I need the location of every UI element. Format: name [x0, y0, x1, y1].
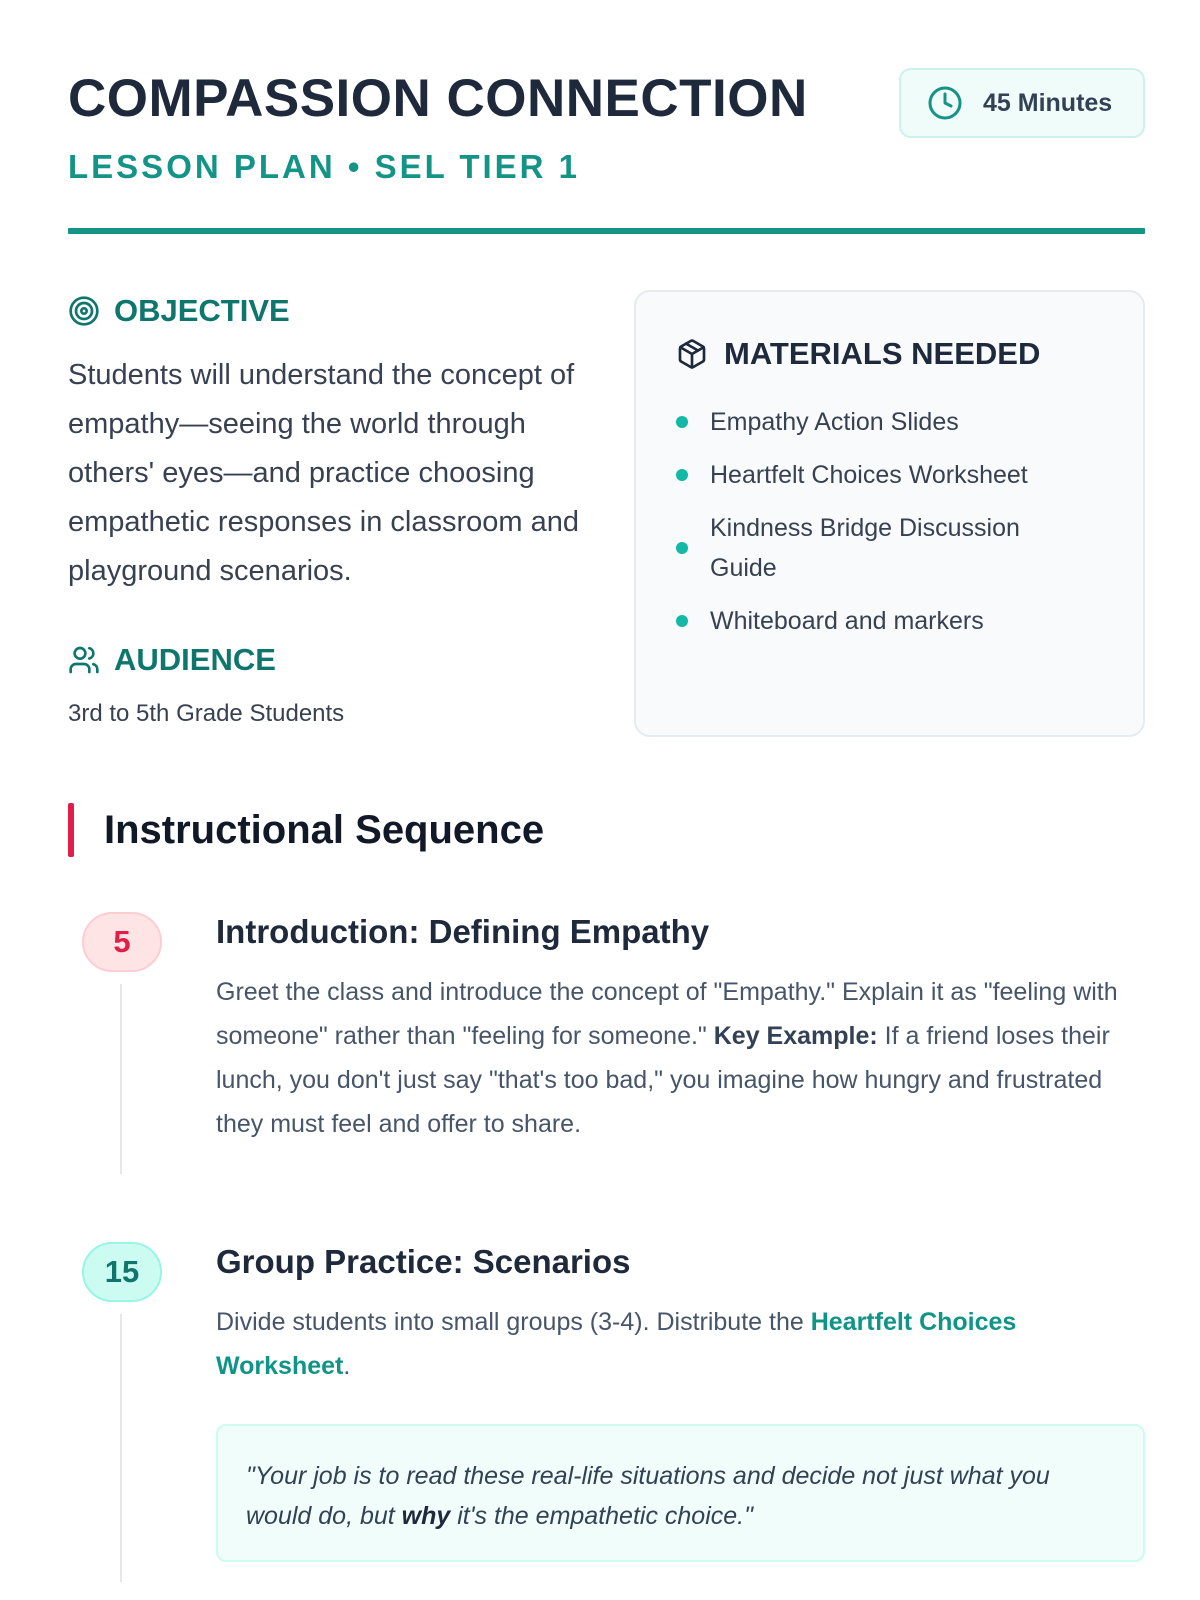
step-description [216, 1300, 1145, 1388]
sequence-step-introduction [68, 912, 1145, 1174]
bullet-dot-icon [676, 469, 688, 481]
objective-heading-label: OBJECTIVE [114, 293, 290, 328]
quote-text-part: "Your job is to read these real-life situations and decide not just what you would do, but [246, 1462, 1050, 1530]
users-icon [68, 644, 100, 676]
step-text-part: Divide students into small groups (3-4). Distribute the [216, 1308, 811, 1336]
materials-item-label: Empathy Action Slides [710, 408, 959, 436]
sequence-heading [68, 803, 544, 857]
step-body [216, 1242, 1145, 1562]
objective-heading [68, 293, 588, 329]
step-body [216, 912, 1145, 1146]
step-text-part: . [343, 1352, 351, 1380]
quote-text-part: it's the empathetic choice." [450, 1502, 753, 1530]
sequence-accent-bar [68, 803, 74, 857]
bullet-dot-icon [676, 542, 688, 554]
timeline-line [120, 984, 122, 1174]
worksheet-highlight: Heartfelt Choices Worksheet [216, 1308, 1017, 1380]
timeline-line [120, 1314, 122, 1582]
step-title: Introduction: Defining Empathy [216, 913, 710, 950]
sequence-step-group-practice [68, 1242, 1145, 1582]
step-text-part: If a friend loses their lunch, you don't just say "that's too bad," you imagine how hungry and frustrated they must feel and offer to share. [216, 1022, 1110, 1138]
bullet-dot-icon [676, 416, 688, 428]
materials-heading-label: MATERIALS NEEDED [724, 336, 1041, 371]
lesson-subtitle: LESSON PLAN • SEL TIER 1 [68, 148, 581, 185]
step-title: Group Practice: Scenarios [216, 1243, 631, 1280]
step-minutes-badge: 15 [82, 1242, 162, 1302]
objective-text: Students will understand the concept of empathy—seeing the world through others' eyes—and practice choosing empathetic responses in classroom and playground scenarios. [68, 359, 579, 587]
header-divider [68, 228, 1145, 234]
audience-heading [68, 642, 588, 678]
materials-item-label: Kindness Bridge Discussion Guide [710, 514, 1020, 582]
sequence-title: Instructional Sequence [104, 807, 545, 852]
box-icon [676, 338, 708, 370]
step-description [216, 970, 1145, 1146]
materials-item [676, 455, 1103, 495]
quote-emphasis: why [401, 1502, 451, 1530]
materials-item [676, 402, 1103, 442]
materials-item [676, 508, 1103, 588]
step-text-part: Greet the class and introduce the concept of "Empathy." Explain it as "feeling with someone" rather than "feeling for someone." [216, 978, 1118, 1050]
lesson-title: COMPASSION CONNECTION [68, 69, 808, 128]
materials-item-label: Heartfelt Choices Worksheet [710, 461, 1028, 489]
materials-card [634, 290, 1145, 737]
duration-badge [899, 68, 1145, 138]
audience-text: 3rd to 5th Grade Students [68, 700, 345, 727]
lesson-header [68, 60, 1145, 238]
target-icon [68, 295, 100, 327]
step-minutes-badge: 5 [82, 912, 162, 972]
materials-item-label: Whiteboard and markers [710, 607, 984, 635]
lesson-overview [68, 293, 588, 728]
materials-list [676, 402, 1103, 641]
duration-label: 45 Minutes [983, 88, 1113, 117]
clock-icon [927, 85, 963, 121]
audience-heading-label: AUDIENCE [114, 642, 276, 677]
instruction-quote [216, 1424, 1145, 1562]
key-example-label: Key Example: [713, 1022, 878, 1050]
bullet-dot-icon [676, 615, 688, 627]
materials-heading [676, 336, 1103, 372]
materials-item [676, 601, 1103, 641]
